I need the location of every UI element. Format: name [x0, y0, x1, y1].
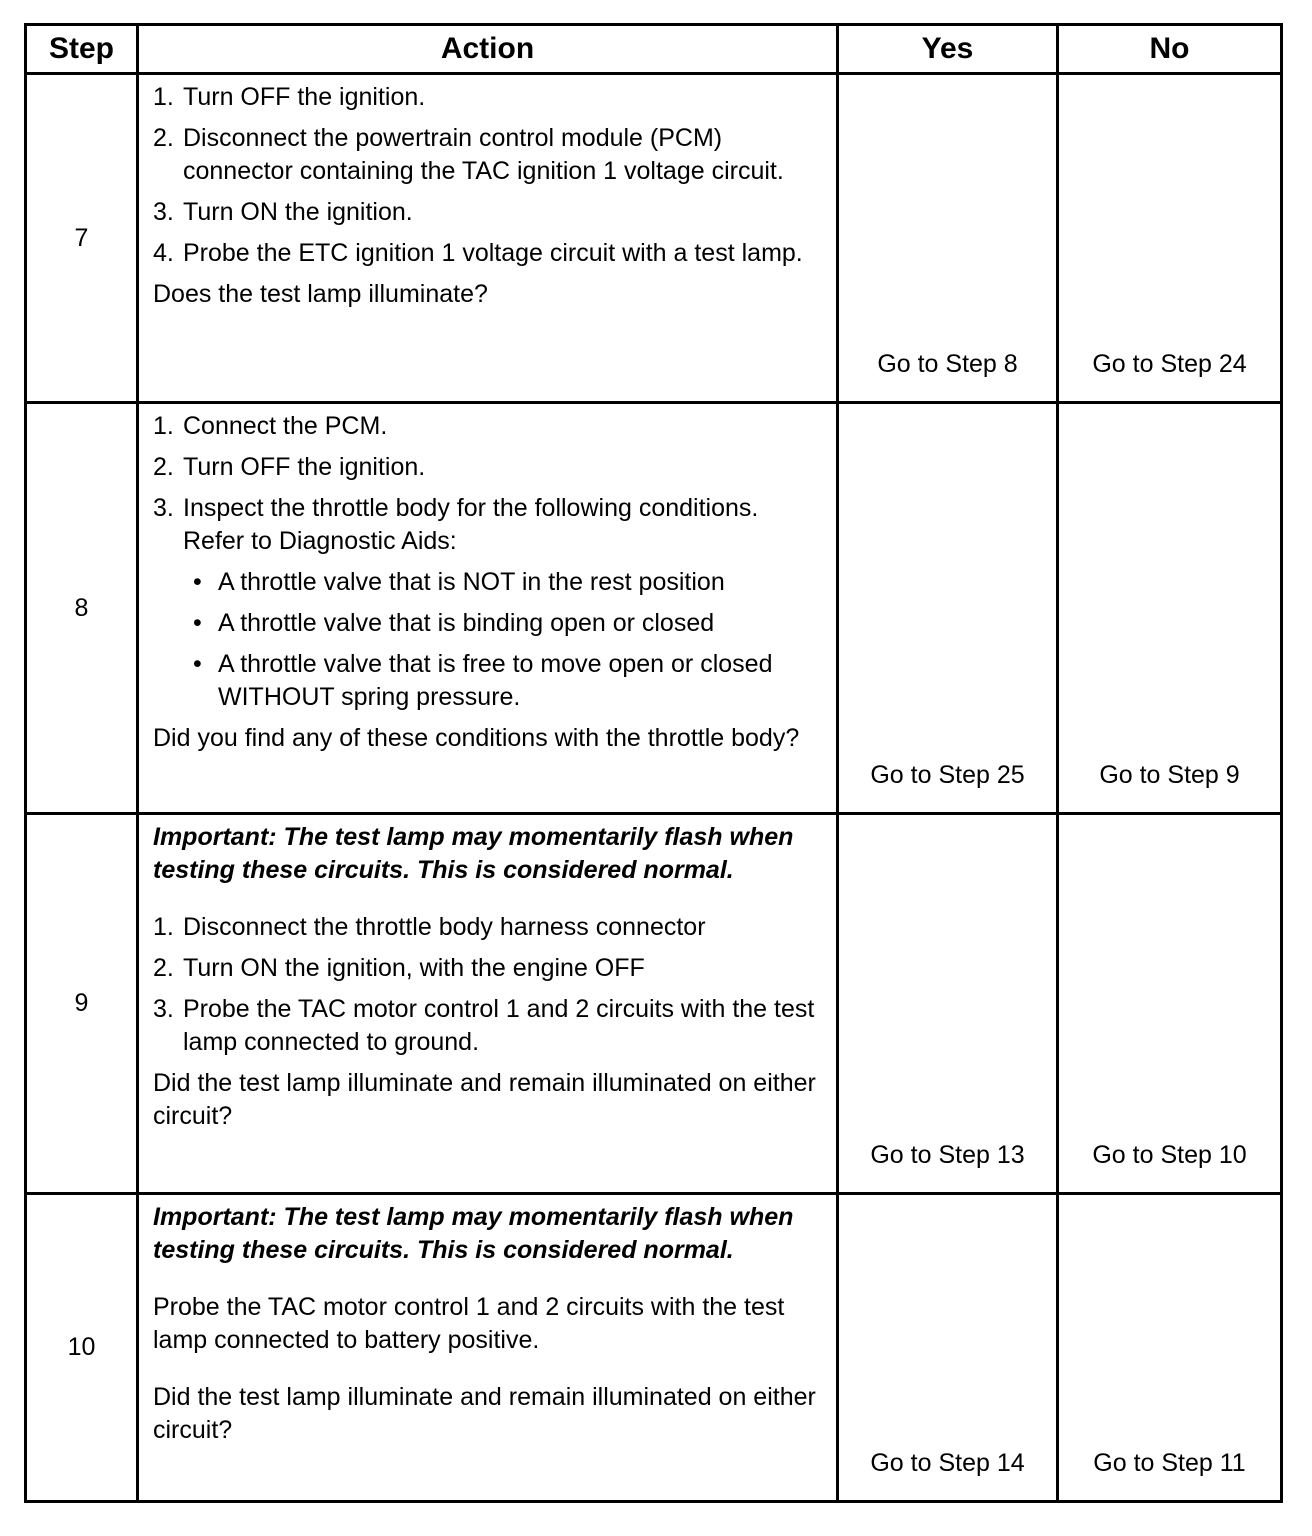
no-answer: Go to Step 10 [1058, 814, 1282, 1194]
table-row [26, 74, 1282, 403]
yes-answer: Go to Step 13 [838, 814, 1058, 1194]
step-number: 8 [26, 403, 138, 814]
yes-answer: Go to Step 14 [838, 1194, 1058, 1502]
diagnostic-table [24, 23, 1283, 1503]
condition-bullet: • A throttle valve that is free to move open or closed WITHOUT spring pressure. [193, 650, 773, 711]
table-row [26, 1194, 1282, 1502]
action-question: Did the test lamp illuminate and remain illuminated on either circuit? [153, 1069, 816, 1130]
action-item: 3. Inspect the throttle body for the following conditions. Refer to Diagnostic Aids: [153, 494, 759, 555]
action-item: 4. Probe the ETC ignition 1 voltage circuit with a test lamp. [153, 239, 803, 267]
action-item: 3. Turn ON the ignition. [153, 198, 413, 226]
action-question: Does the test lamp illuminate? [153, 280, 488, 308]
action-cell [138, 403, 838, 814]
table-row [26, 403, 1282, 814]
action-item: 1. Disconnect the throttle body harness connector [153, 913, 706, 941]
step-number: 9 [26, 814, 138, 1194]
no-answer: Go to Step 24 [1058, 74, 1282, 403]
action-item: 1. Turn OFF the ignition. [153, 83, 426, 111]
step-number: 7 [26, 74, 138, 403]
action-cell [138, 814, 838, 1194]
action-item: 2. Turn OFF the ignition. [153, 453, 426, 481]
header-row [26, 25, 1282, 74]
condition-bullet: • A throttle valve that is NOT in the rest position [193, 568, 725, 596]
header-no: No [1058, 25, 1282, 74]
action-item: 2. Turn ON the ignition, with the engine OFF [153, 954, 645, 982]
important-note: Important: The test lamp may momentarily flash when testing these circuits. This is considered normal. [153, 823, 794, 884]
action-cell [138, 1194, 838, 1502]
header-action: Action [138, 25, 838, 74]
action-question: Did you find any of these conditions with the throttle body? [153, 724, 800, 752]
action-cell [138, 74, 838, 403]
action-item: 3. Probe the TAC motor control 1 and 2 circuits with the test lamp connected to ground. [153, 995, 815, 1056]
table-row [26, 814, 1282, 1194]
yes-answer: Go to Step 25 [838, 403, 1058, 814]
no-answer: Go to Step 9 [1058, 403, 1282, 814]
yes-answer: Go to Step 8 [838, 74, 1058, 403]
no-answer: Go to Step 11 [1058, 1194, 1282, 1502]
header-yes: Yes [838, 25, 1058, 74]
action-item: 2. Disconnect the powertrain control module (PCM) connector containing the TAC ignition 1 voltage circuit. [153, 124, 784, 185]
condition-bullet: • A throttle valve that is binding open or closed [193, 609, 715, 637]
action-item: 1. Connect the PCM. [153, 412, 388, 440]
action-instruction: Probe the TAC motor control 1 and 2 circuits with the test lamp connected to battery positive. [153, 1293, 785, 1354]
important-note: Important: The test lamp may momentarily flash when testing these circuits. This is considered normal. [153, 1203, 794, 1264]
action-question: Did the test lamp illuminate and remain illuminated on either circuit? [153, 1383, 816, 1444]
step-number: 10 [26, 1194, 138, 1502]
header-step: Step [26, 25, 138, 74]
